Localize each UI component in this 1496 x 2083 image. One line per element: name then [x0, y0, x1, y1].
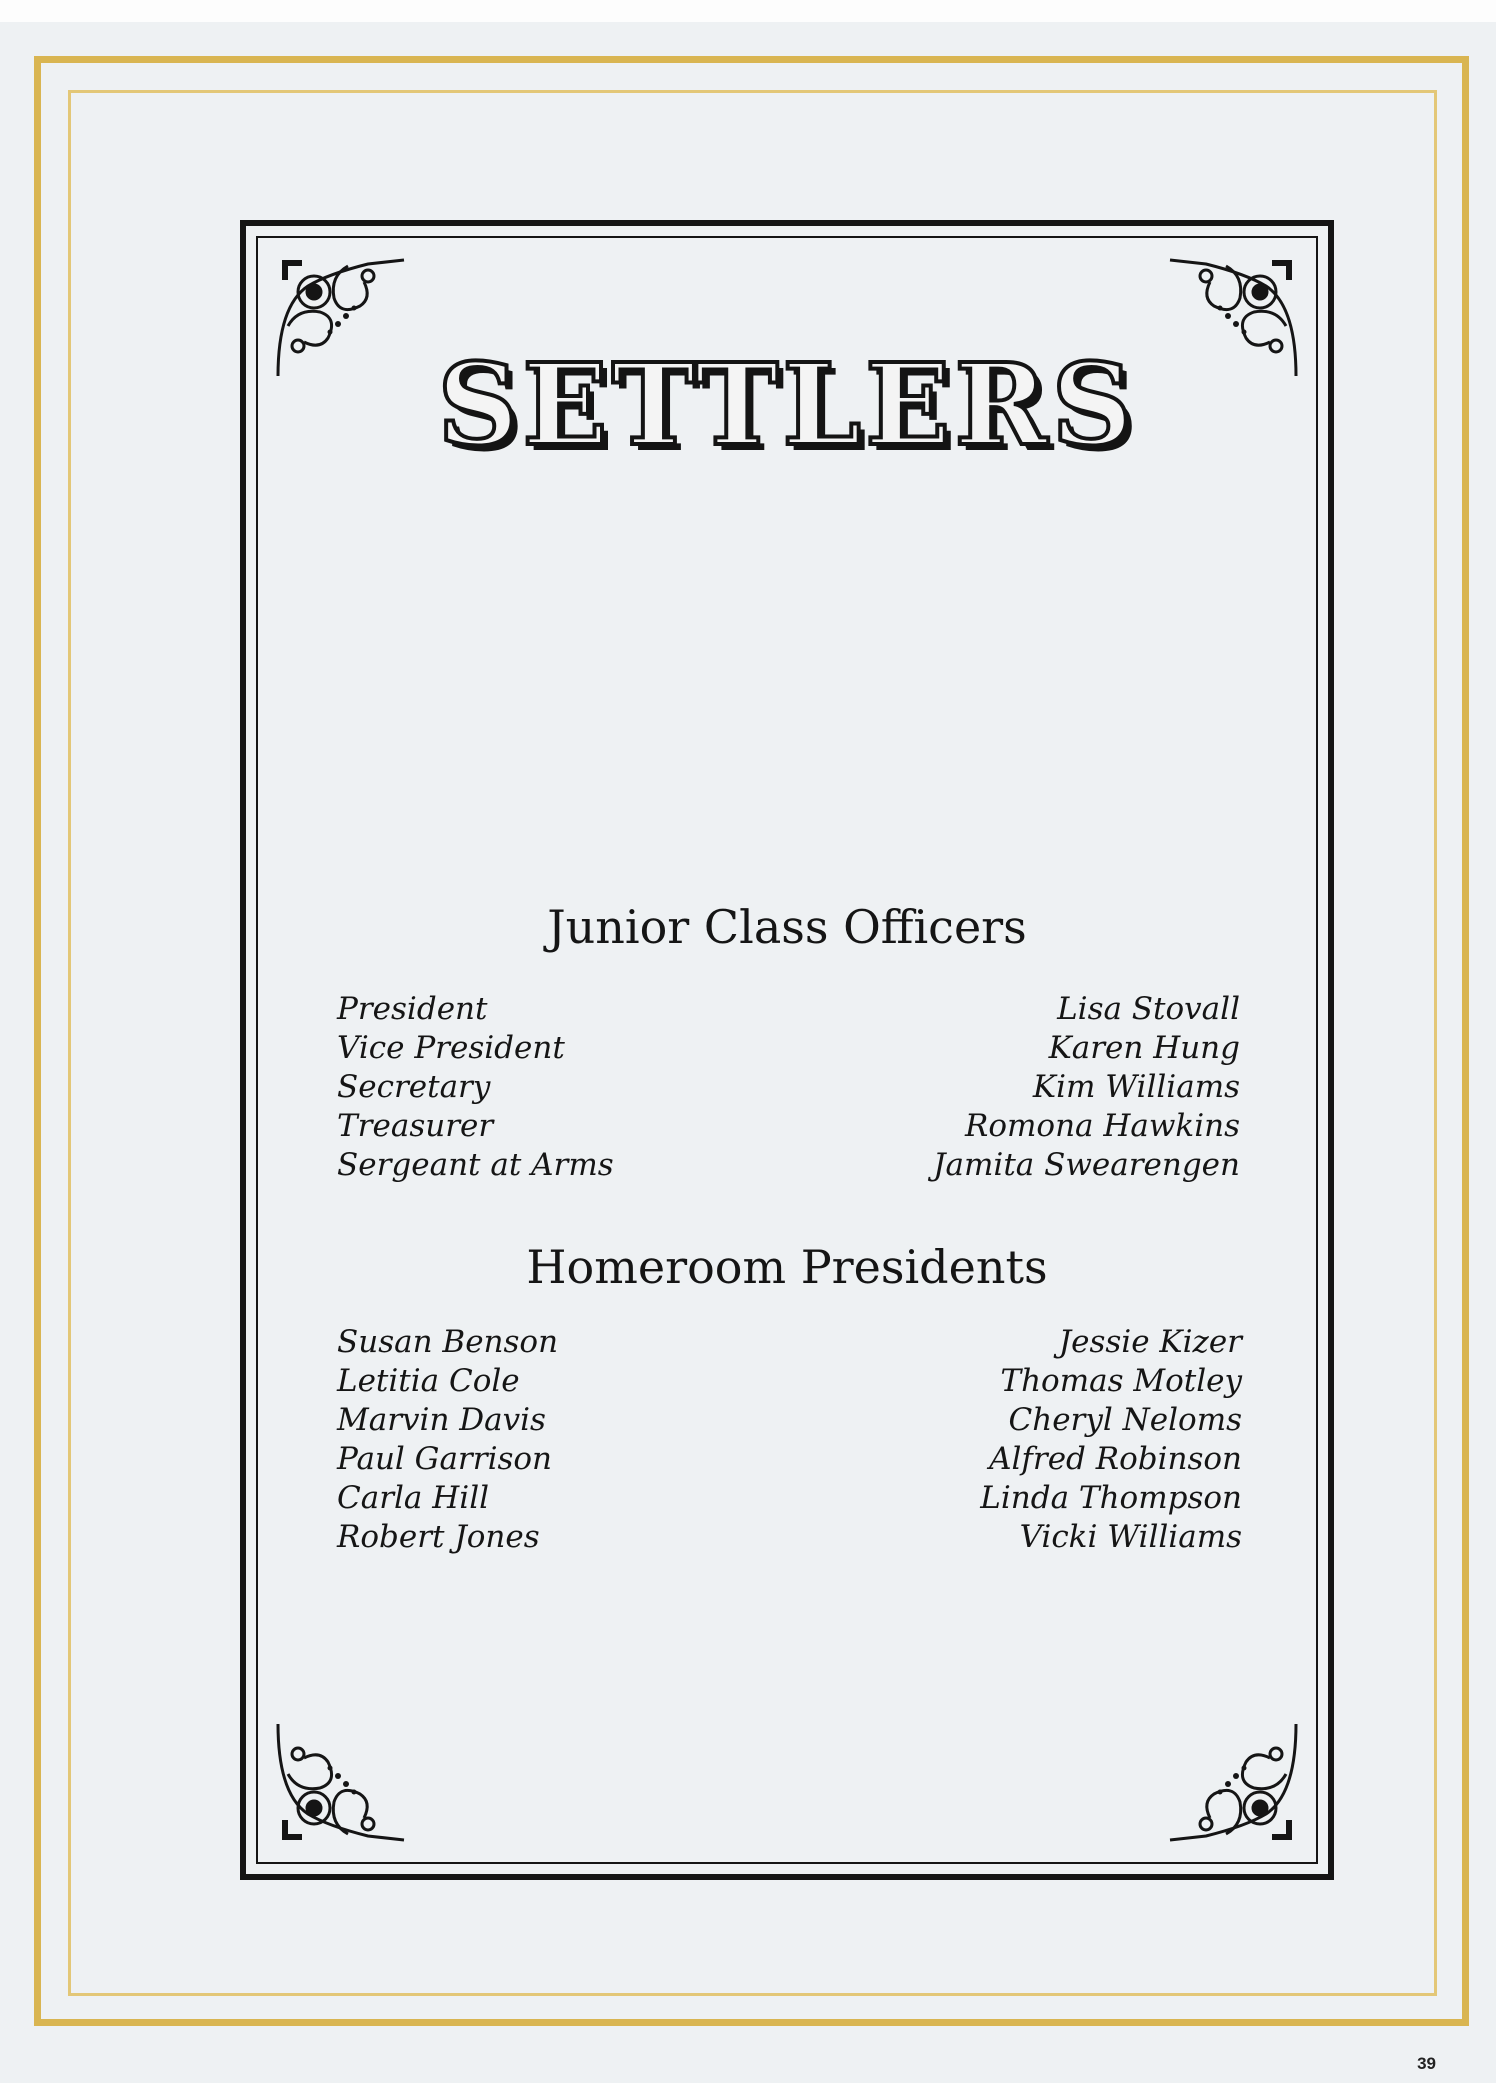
homeroom-presidents-heading: Homeroom Presidents	[526, 1240, 1048, 1294]
list-item: Alfred Robinson	[989, 1441, 1242, 1477]
officer-role: Treasurer	[337, 1108, 494, 1144]
list-item: Jessie Kizer	[1058, 1324, 1242, 1360]
officer-role: President	[337, 991, 488, 1027]
homeroom-presidents-right-list	[840, 1323, 1242, 1557]
list-item: Vicki Williams	[1019, 1519, 1242, 1555]
officer-role: Sergeant at Arms	[337, 1147, 614, 1183]
list-item: Susan Benson	[337, 1324, 559, 1360]
list-item: Thomas Motley	[1000, 1363, 1242, 1399]
officer-name: Lisa Stovall	[1057, 991, 1240, 1027]
page-title: SETTLERS	[437, 340, 1137, 471]
officer-roles-list	[337, 990, 614, 1185]
list-item: Paul Garrison	[337, 1441, 553, 1477]
officer-name: Romona Hawkins	[965, 1108, 1240, 1144]
list-item: Linda Thompson	[980, 1480, 1242, 1516]
officer-role: Vice President	[337, 1030, 565, 1066]
officer-role: Secretary	[337, 1069, 491, 1105]
list-item: Carla Hill	[337, 1480, 490, 1516]
list-item: Marvin Davis	[337, 1402, 546, 1438]
officer-names-list	[840, 990, 1240, 1185]
page-number: 39	[1417, 2054, 1436, 2073]
list-item: Robert Jones	[337, 1519, 540, 1555]
list-item: Letitia Cole	[337, 1363, 520, 1399]
officer-name: Kim Williams	[1032, 1069, 1240, 1105]
corner-ornament-bottom-left	[268, 1714, 408, 1854]
junior-class-officers-heading: Junior Class Officers	[547, 900, 1027, 954]
officer-name: Jamita Swearengen	[933, 1147, 1240, 1183]
corner-ornament-bottom-right	[1166, 1714, 1306, 1854]
list-item: Cheryl Neloms	[1008, 1402, 1242, 1438]
officer-name: Karen Hung	[1048, 1030, 1240, 1066]
homeroom-presidents-left-list	[337, 1323, 558, 1557]
